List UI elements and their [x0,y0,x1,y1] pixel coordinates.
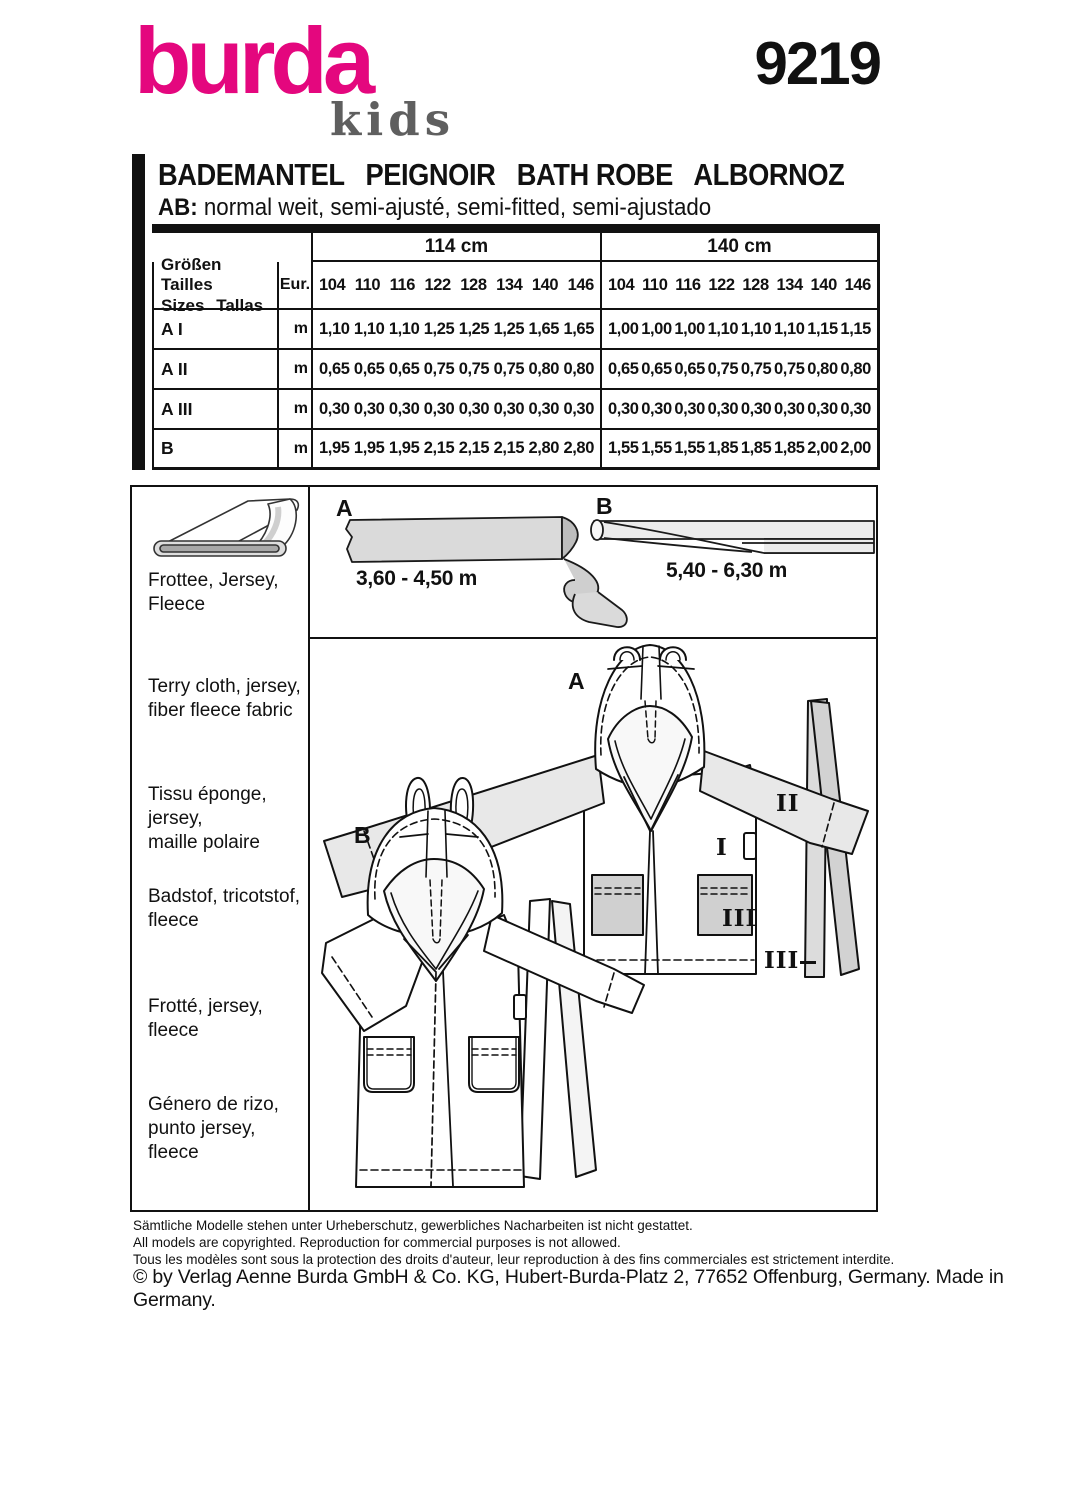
sizes-140 [600,262,880,310]
fabric-type: Badstof, tricotstof, fleece [148,886,301,931]
table-value: 1,10 [353,319,385,338]
table-value: 1,85 [707,439,739,457]
table-value: 122 [424,275,451,294]
technical-drawing [312,639,876,1210]
page-title: BADEMANTEL PEIGNOIR BATH ROBE ALBORNOZ [158,157,845,192]
values-140 [600,310,880,350]
size-table [152,233,880,470]
table-value: 0,30 [608,399,639,418]
publisher-line: © by Verlag Aenne Burda GmbH & Co. KG, Hubert-Burda-Platz 2, 77652 Offenburg, Germany. Made in Germany. [133,1266,1004,1311]
table-value: 1,10 [319,319,350,338]
table-value: 146 [844,275,871,294]
table-value: 0,65 [608,359,639,378]
table-value: 0,30 [641,399,672,418]
fabric-type: Frotté, jersey, fleece [148,996,263,1041]
table-value: 104 [608,275,635,294]
table-value: 110 [354,275,381,294]
table-value: 1,55 [608,439,639,457]
fit-label: AB: [158,194,198,221]
table-value: 140 [531,275,559,294]
table-value: 134 [496,275,523,294]
table-value: 1,55 [641,439,672,457]
table-value: 1,85 [740,439,772,457]
table-value: 1,15 [840,319,871,338]
drawing-view-a-label: A [568,668,585,694]
yardage-b-value: 5,40 - 6,30 m [666,559,788,582]
table-value: 0,80 [840,359,871,378]
title-accent-bar [132,154,145,470]
yardage-a-value: 3,60 - 4,50 m [356,567,478,590]
unit-header-cell: Eur. [277,262,311,310]
table-row [152,430,880,470]
table-value: 1,55 [674,439,705,457]
table-value: 1,25 [458,319,490,338]
yardage-view-a-label: A [336,495,353,521]
piece-label-iii-belt-text: III [764,947,800,974]
fabric-bolt-icon [140,491,308,565]
table-value: 0,75 [423,359,455,378]
fabric-type: Terry cloth, jersey, fiber fleece fabric [148,676,301,721]
values-140 [600,430,880,470]
table-value: 0,30 [807,399,838,418]
table-value: 0,30 [388,399,420,418]
values-114 [311,310,600,350]
fabric-drawing-panel [130,485,878,1212]
copyright-line-de: Sämtliche Modelle stehen unter Urheberschutz, gewerbliches Nacharbeiten ist nicht gestattet. [133,1218,693,1233]
fabric-sidebar [132,487,310,1210]
table-value: 0,30 [528,399,560,418]
table-value: 0,30 [353,399,385,418]
table-value: 0,80 [807,359,838,378]
row-unit: m [277,310,311,350]
table-value: 110 [642,275,668,294]
sizes-114 [311,262,600,310]
row-label: B [152,430,277,470]
fit-text: normal weit, semi-ajusté, semi-fitted, semi-ajustado [197,194,712,221]
piece-label-iii-pocket: III [722,905,758,932]
table-value: 0,30 [707,399,739,418]
belt-pointer-line [800,961,816,964]
table-value: 1,85 [774,439,805,457]
table-value: 116 [675,275,701,294]
values-114 [311,430,600,470]
table-value: 0,30 [840,399,871,418]
table-row [152,390,880,430]
table-value: 0,30 [774,399,805,418]
table-value: 2,00 [840,439,871,457]
table-value: 128 [460,275,487,294]
width-140-header: 140 cm [600,233,880,262]
table-value: 116 [389,275,416,294]
table-value: 0,30 [740,399,772,418]
values-114 [311,350,600,390]
table-value: 0,75 [493,359,525,378]
table-value: 0,65 [353,359,385,378]
yardage-view-b-label: B [596,493,613,519]
table-value: 1,95 [319,439,350,457]
table-value: 1,10 [774,319,805,338]
table-value: 1,65 [563,319,594,338]
table-value: 1,25 [423,319,455,338]
table-value: 1,95 [388,439,420,457]
table-row [152,254,880,315]
table-value: 146 [567,275,594,294]
table-value: 0,30 [493,399,525,418]
table-value: 2,15 [458,439,490,457]
table-value: 104 [319,275,346,294]
values-140 [600,390,880,430]
table-value: 0,30 [319,399,350,418]
burda-logo: burda [134,8,371,113]
table-value: 1,95 [353,439,385,457]
table-value: 134 [776,275,803,294]
table-value: 0,30 [423,399,455,418]
table-value: 2,15 [493,439,525,457]
table-value: 1,25 [493,319,525,338]
values-114 [311,390,600,430]
table-value: 2,00 [807,439,838,457]
table-value: 0,30 [563,399,594,418]
table-value: 1,15 [807,319,838,338]
table-row [152,310,880,350]
table-value: 0,80 [528,359,560,378]
piece-label-iii-belt [764,947,816,974]
table-value: 1,00 [641,319,672,338]
drawing-view-b-label: B [354,822,371,848]
table-value: 0,75 [774,359,805,378]
copyright-line-fr: Tous les modèles sont sous la protection des droits d'auteur, leur reproduction à des fins commerciales est strictement interdite. [133,1252,895,1267]
table-value: 1,10 [388,319,420,338]
table-value: 1,00 [608,319,639,338]
table-value: 140 [810,275,837,294]
table-value: 122 [708,275,735,294]
table-value: 2,80 [563,439,594,457]
row-unit: m [277,390,311,430]
table-value: 0,30 [674,399,705,418]
table-value: 0,80 [563,359,594,378]
table-value: 2,15 [423,439,455,457]
fabric-type: Frottee, Jersey, Fleece [148,570,279,615]
fabric-type: Género de rizo, punto jersey, fleece [148,1094,279,1163]
yardage-strips-drawing [312,487,876,637]
table-value: 0,65 [674,359,705,378]
copyright-line-en: All models are copyrighted. Reproduction for commercial purposes is not allowed. [133,1235,621,1250]
sizes-header-cell: Größen Tailles Sizes Tallas [152,262,277,310]
values-140 [600,350,880,390]
table-value: 1,10 [707,319,739,338]
fabric-type: Tissu éponge, jersey, maille polaire [148,784,267,853]
width-114-header: 114 cm [311,233,600,262]
table-top-bar [152,224,880,233]
table-value: 0,65 [319,359,350,378]
kids-logo: kids [330,93,456,146]
pattern-number: 9219 [754,30,880,97]
table-value: 0,65 [641,359,672,378]
table-value: 0,30 [458,399,490,418]
row-label: A I [152,310,277,350]
table-value: 1,10 [740,319,772,338]
table-value: 1,65 [528,319,560,338]
table-row [152,350,880,390]
table-value: 0,75 [740,359,772,378]
piece-label-ii: II [776,790,800,817]
fit-description [158,194,711,222]
table-value: 0,75 [707,359,739,378]
row-unit: m [277,350,311,390]
row-label: A III [152,390,277,430]
table-value: 0,65 [388,359,420,378]
piece-label-i: I [716,834,728,861]
table-value: 128 [742,275,769,294]
row-label: A II [152,350,277,390]
row-unit: m [277,430,311,470]
table-value: 1,00 [674,319,705,338]
table-value: 0,75 [458,359,490,378]
table-value: 2,80 [528,439,560,457]
